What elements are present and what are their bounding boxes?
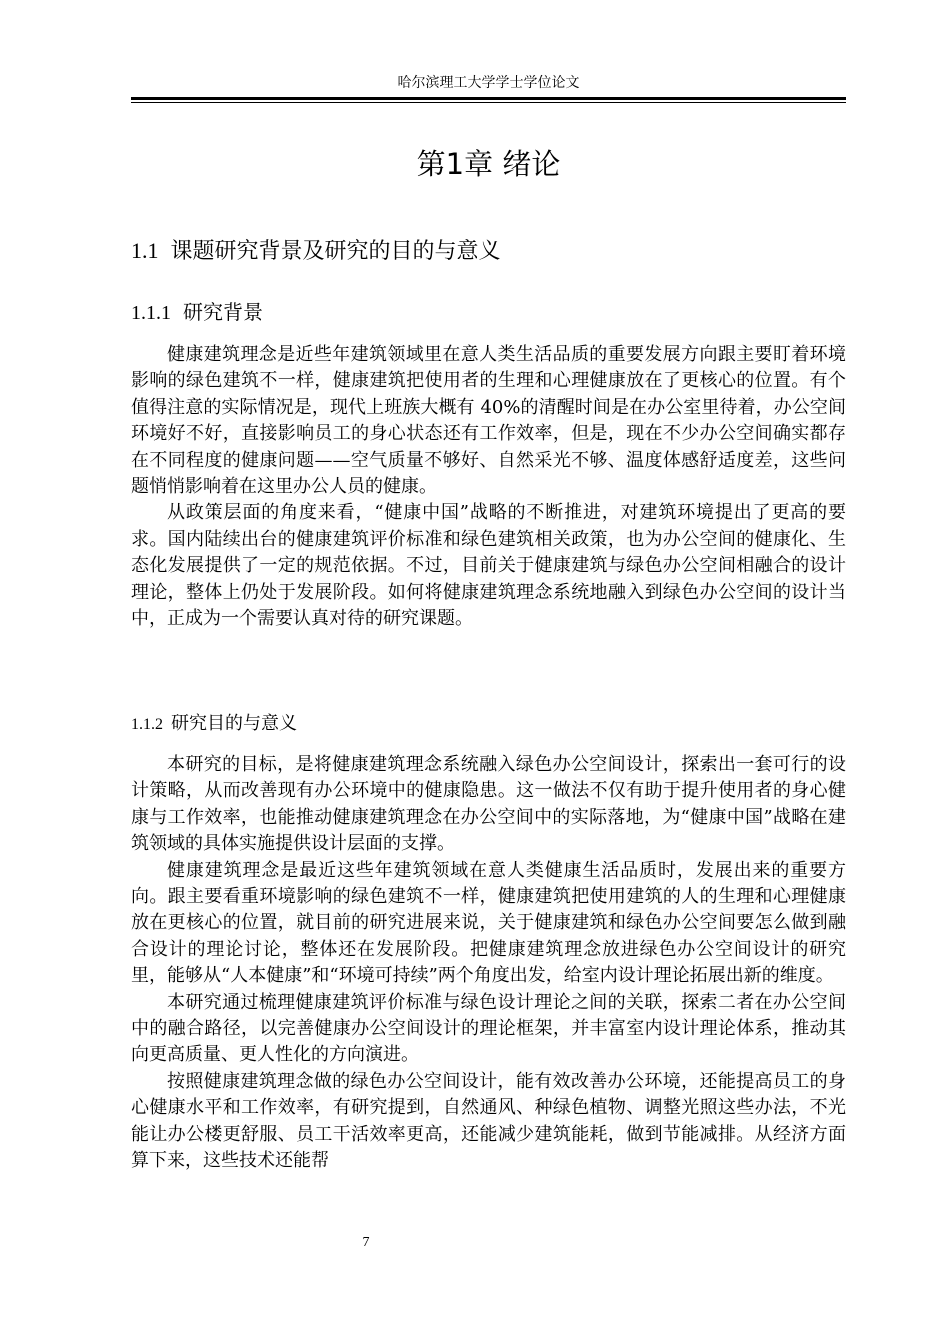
header-rule-thin <box>131 102 846 103</box>
paragraph: 健康建筑理念是最近这些年建筑领域在意人类健康生活品质时，发展出来的重要方向。跟主要看重环境影响的绿色建筑不一样，健康建筑把使用建筑的人的生理和心理健康放在更核心的位置，就目前的研究进展来说，关于健康建筑和绿色办公空间要怎么做到融合设计的理论讨论，整体还在发展阶段。把健康建筑理念放进绿色办公空间设计的研究里，能够从“人本健康”和“环境可持续”两个角度出发，给室内设计理论拓展出新的维度。 <box>131 859 846 987</box>
paragraph: 本研究的目标，是将健康建筑理念系统融入绿色办公空间设计，探索出一套可行的设计策略，从而改善现有办公环境中的健康隐患。这一做法不仅有助于提升使用者的身心健康与工作效率，也能推动健康建筑理念在办公空间中的实际落地，为“健康中国”战略在建筑领域的具体实施提供设计层面的支撑。 <box>131 754 846 855</box>
running-header: 哈尔滨理工大学学士学位论文 <box>397 76 580 91</box>
paragraph: 从政策层面的角度来看，“健康中国”战略的不断推进，对建筑环境提出了更高的要求。国内陆续出台的健康建筑评价标准和绿色建筑相关政策，也为办公空间的健康化、生态化发展提供了一定的规范依据。不过，目前关于健康建筑与绿色办公空间相融合的设计理论，整体上仍处于发展阶段。如何将健康建筑理念系统地融入到绿色办公空间的设计当中，正成为一个需要认真对待的研究课题。 <box>131 502 846 630</box>
section-number: 1.1.1 <box>131 302 171 324</box>
section-number: 1.1 <box>131 238 159 263</box>
section-heading-1-1-1 <box>131 298 263 327</box>
section-heading-1-1-2 <box>131 711 297 738</box>
page-number: 7 <box>362 1235 370 1250</box>
body-text-purpose <box>131 752 846 1175</box>
chapter-title: 第1章 绪论 <box>416 147 561 181</box>
section-heading-1-1 <box>131 236 501 267</box>
section-number: 1.1.2 <box>131 716 163 733</box>
paragraph: 本研究通过梳理健康建筑评价标准与绿色设计理论之间的关联，探索二者在办公空间中的融合路径，以完善健康办公空间设计的理论框架，并丰富室内设计理论体系，推动其向更高质量、更人性化的方向演进。 <box>131 991 846 1066</box>
paragraph: 健康建筑理念是近些年建筑领域里在意人类生活品质的重要发展方向跟主要盯着环境影响的绿色建筑不一样，健康建筑把使用者的生理和心理健康放在了更核心的位置。有个值得注意的实际情况是，现代上班族大概有 40%的清醒时间是在办公室里待着，办公空间环境好不好，直接影响员工的身心状态还有工作效率，但是，现在不少办公空间确实都存在不同程度的健康问题——空气质量不够好、自然采光不够、温度体感舒适度差，这些问题悄悄影响着在这里办公人员的健康。 <box>131 344 846 498</box>
section-title: 研究背景 <box>183 300 263 324</box>
header-rule-thick <box>131 97 846 100</box>
paragraph: 按照健康建筑理念做的绿色办公空间设计，能有效改善办公环境，还能提高员工的身心健康水平和工作效率，有研究提到，自然通风、种绿色植物、调整光照这些办法，不光能让办公楼更舒服、员工干活效率更高，还能减少建筑能耗，做到节能减排。从经济方面算下来，这些技术还能帮 <box>131 1070 846 1172</box>
body-text-background <box>131 342 846 632</box>
section-title: 研究目的与意义 <box>171 713 297 734</box>
section-title: 课题研究背景及研究的目的与意义 <box>170 239 501 264</box>
